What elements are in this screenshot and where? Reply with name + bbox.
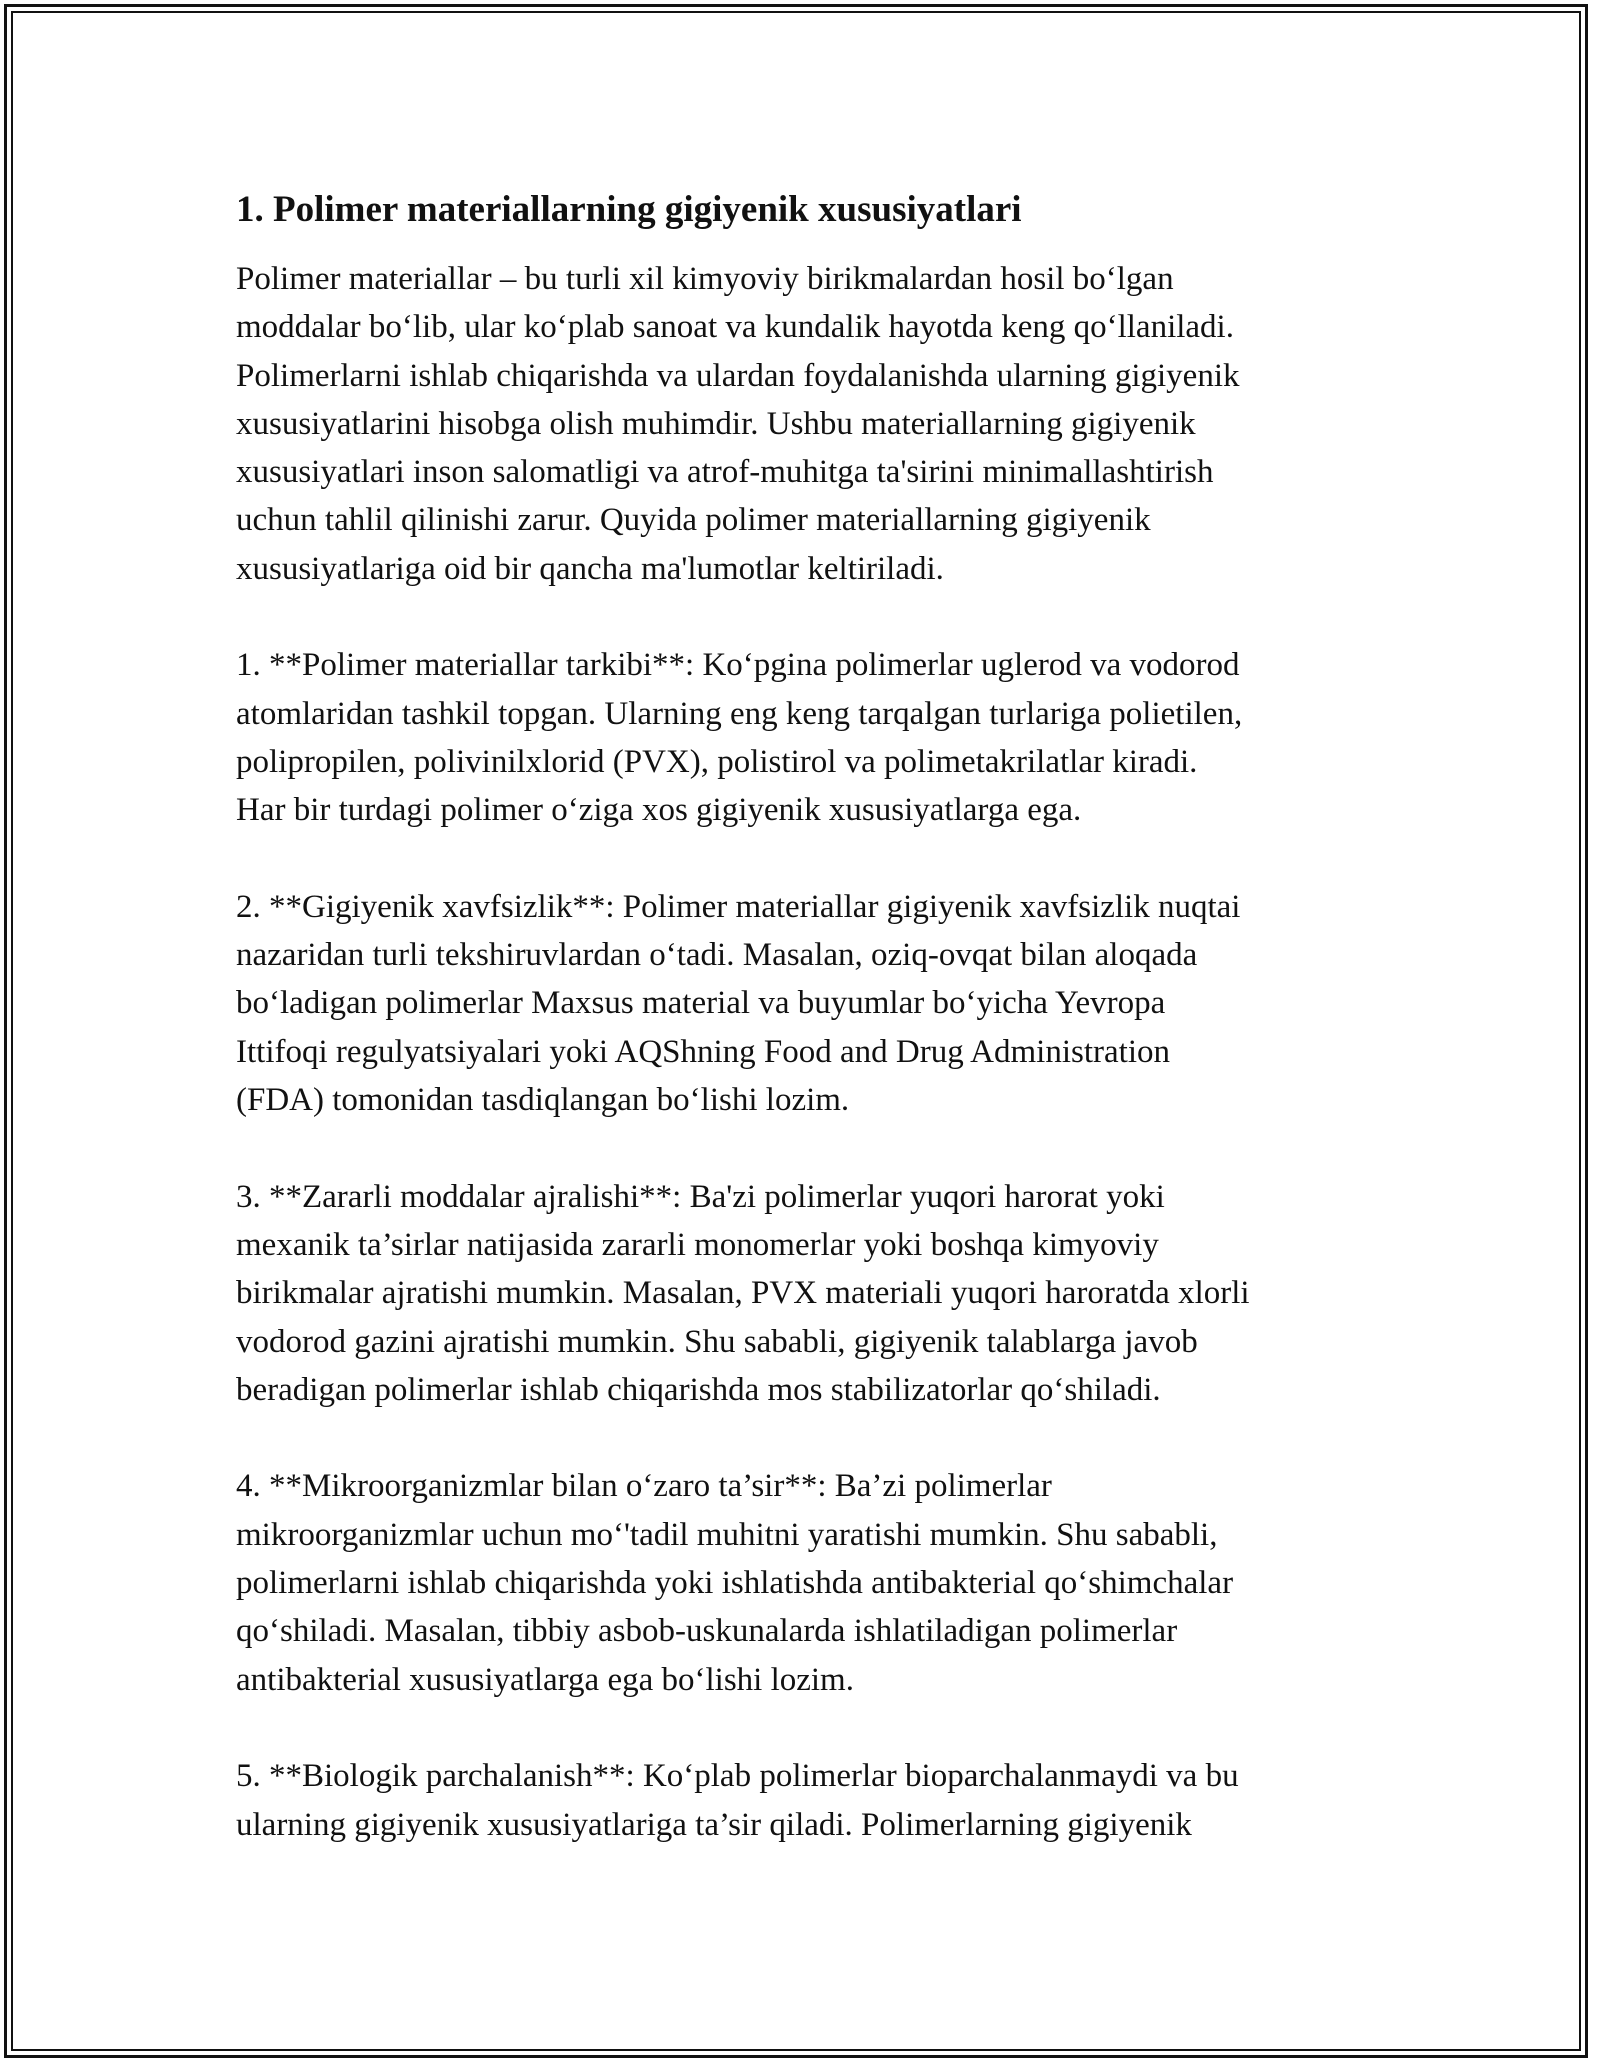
text-line: Ittifoqi regulyatsiyalari yoki AQShning Food and Drug Administration	[236, 1033, 1171, 1070]
text-line: xususiyatlarini hisobga olish muhimdir. Ushbu materiallarning gigiyenik	[236, 405, 1196, 442]
text-line: 2. **Gigiyenik xavfsizlik**: Polimer materiallar gigiyenik xavfsizlik nuqtai	[236, 888, 1241, 925]
text-line: mikroorganizmlar uchun moʻ'tadil muhitni yaratishi mumkin. Shu sababli,	[236, 1516, 1218, 1553]
text-line: 5. **Biologik parchalanish**: Koʻplab polimerlar bioparchalanmaydi va bu	[236, 1758, 1239, 1795]
text-line: ularning gigiyenik xususiyatlariga ta’sir qiladi. Polimerlarning gigiyenik	[236, 1806, 1192, 1843]
document-title: 1. Polimer materiallarning gigiyenik xususiyatlari	[236, 189, 1022, 230]
text-line: (FDA) tomonidan tasdiqlangan boʻlishi lozim.	[236, 1082, 850, 1119]
text-line: vodorod gazini ajratishi mumkin. Shu sababli, gigiyenik talablarga javob	[236, 1323, 1198, 1360]
text-line: polipropilen, polivinilxlorid (PVX), polistirol va polimetakrilatlar kiradi.	[236, 743, 1198, 780]
text-line: moddalar boʻlib, ular koʻplab sanoat va kundalik hayotda keng qoʻllaniladi.	[236, 309, 1234, 346]
text-line: polimerlarni ishlab chiqarishda yoki ishlatishda antibakterial qoʻshimchalar	[236, 1565, 1234, 1602]
paragraph-item-5	[236, 1752, 1386, 1849]
paragraph-item-4	[236, 1462, 1386, 1703]
text-line: nazaridan turli tekshiruvlardan oʻtadi. Masalan, oziq-ovqat bilan aloqada	[236, 937, 1198, 974]
text-line: Polimerlarni ishlab chiqarishda va ulardan foydalanishda ularning gigiyenik	[236, 357, 1240, 394]
text-line: xususiyatlariga oid bir qancha ma'lumotlar keltiriladi.	[236, 550, 944, 587]
text-line: beradigan polimerlar ishlab chiqarishda mos stabilizatorlar qoʻshiladi.	[236, 1371, 1161, 1408]
text-line: mexanik ta’sirlar natijasida zararli monomerlar yoki boshqa kimyoviy	[236, 1226, 1159, 1263]
text-line: 4. **Mikroorganizmlar bilan oʻzaro ta’sir**: Ba’zi polimerlar	[236, 1468, 1052, 1505]
text-line: 3. **Zararli moddalar ajralishi**: Ba'zi polimerlar yuqori harorat yoki	[236, 1178, 1165, 1215]
paragraph-intro	[236, 255, 1386, 593]
document-body	[236, 186, 1386, 1849]
paragraph-item-3	[236, 1173, 1386, 1414]
text-line: qoʻshiladi. Masalan, tibbiy asbob-uskunalarda ishlatiladigan polimerlar	[236, 1613, 1178, 1650]
paragraph-item-2	[236, 883, 1386, 1124]
text-line: birikmalar ajratishi mumkin. Masalan, PVX materiali yuqori haroratda xlorli	[236, 1275, 1250, 1312]
text-line: 1. **Polimer materiallar tarkibi**: Koʻpgina polimerlar uglerod va vodorod	[236, 647, 1240, 684]
text-line: boʻladigan polimerlar Maxsus material va buyumlar boʻyicha Yevropa	[236, 985, 1166, 1022]
paragraph-item-1	[236, 641, 1386, 834]
text-line: Har bir turdagi polimer oʻziga xos gigiyenik xususiyatlarga ega.	[236, 792, 1082, 829]
text-line: xususiyatlari inson salomatligi va atrof-muhitga ta'sirini minimallashtirish	[236, 454, 1214, 491]
text-line: antibakterial xususiyatlarga ega boʻlishi lozim.	[236, 1661, 854, 1698]
text-line: Polimer materiallar – bu turli xil kimyoviy birikmalardan hosil boʻlgan	[236, 261, 1174, 297]
text-line: atomlaridan tashkil topgan. Ularning eng keng tarqalgan turlariga polietilen,	[236, 695, 1243, 732]
text-line: uchun tahlil qilinishi zarur. Quyida polimer materiallarning gigiyenik	[236, 502, 1151, 539]
